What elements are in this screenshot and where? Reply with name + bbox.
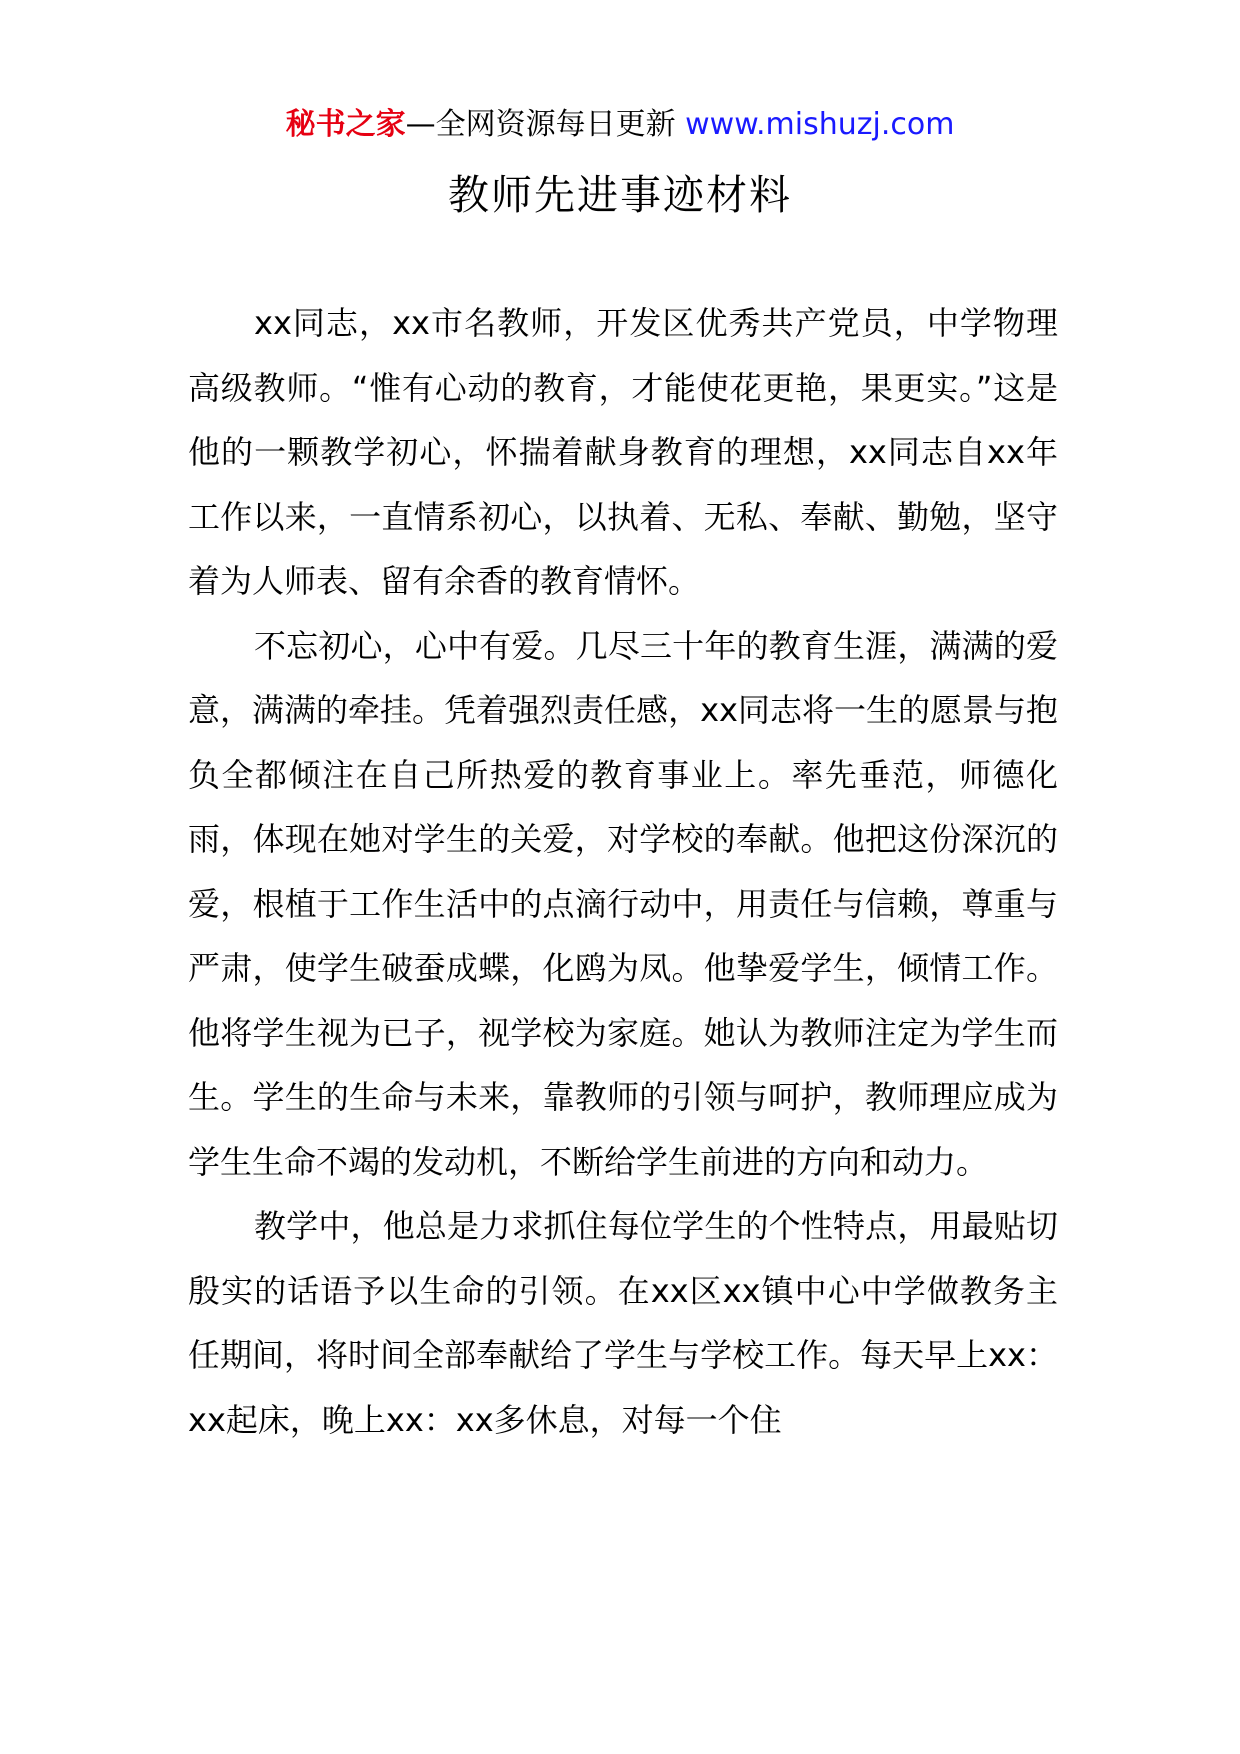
paragraph-love: 不忘初心，心中有爱。几尽三十年的教育生涯，满满的爱意，满满的牵挂。凭着强烈责任感，xx同志将一生的愿景与抱负全都倾注在自己所热爱的教育事业上。率先垂范，师德化雨，体现在她对学生的关爱，对学校的奉献。他把这份深沉的爱，根植于工作生活中的点滴行动中，用责任与信赖，尊重与严肃，使学生破蚕成蝶，化鸥为凤。他挚爱学生，倾情工作。他将学生视为已子，视学校为家庭。她认为教师注定为学生而生。学生的生命与未来，靠教师的引领与呵护，教师理应成为学生生命不竭的发动机，不断给学生前进的方向和动力。 [188,626,1058,1181]
document-body [188,291,1058,1452]
site-header [0,100,1240,150]
document-title: 教师先进事迹材料 [448,171,792,219]
paragraph-teaching: 教学中，他总是力求抓住每位学生的个性特点，用最贴切殷实的话语予以生命的引领。在xx区xx镇中心中学做教务主任期间，将时间全部奉献给了学生与学校工作。每天早上xx：xx起床，晚上xx：xx多休息，对每一个住 [188,1207,1058,1439]
site-tagline: —全网资源每日更新 [405,107,686,142]
paragraph-intro: xx同志，xx市名教师，开发区优秀共产党员，中学物理高级教师。“惟有心动的教育，才能使花更艳，果更实。”这是他的一颗教学初心，怀揣着献身教育的理想，xx同志自xx年工作以来，一直情系初心，以执着、无私、奉献、勤勉，坚守着为人师表、留有余香的教育情怀。 [188,304,1058,600]
site-brand: 秘书之家 [285,107,406,142]
site-url-link[interactable]: www.mishuzj.com [685,107,955,142]
